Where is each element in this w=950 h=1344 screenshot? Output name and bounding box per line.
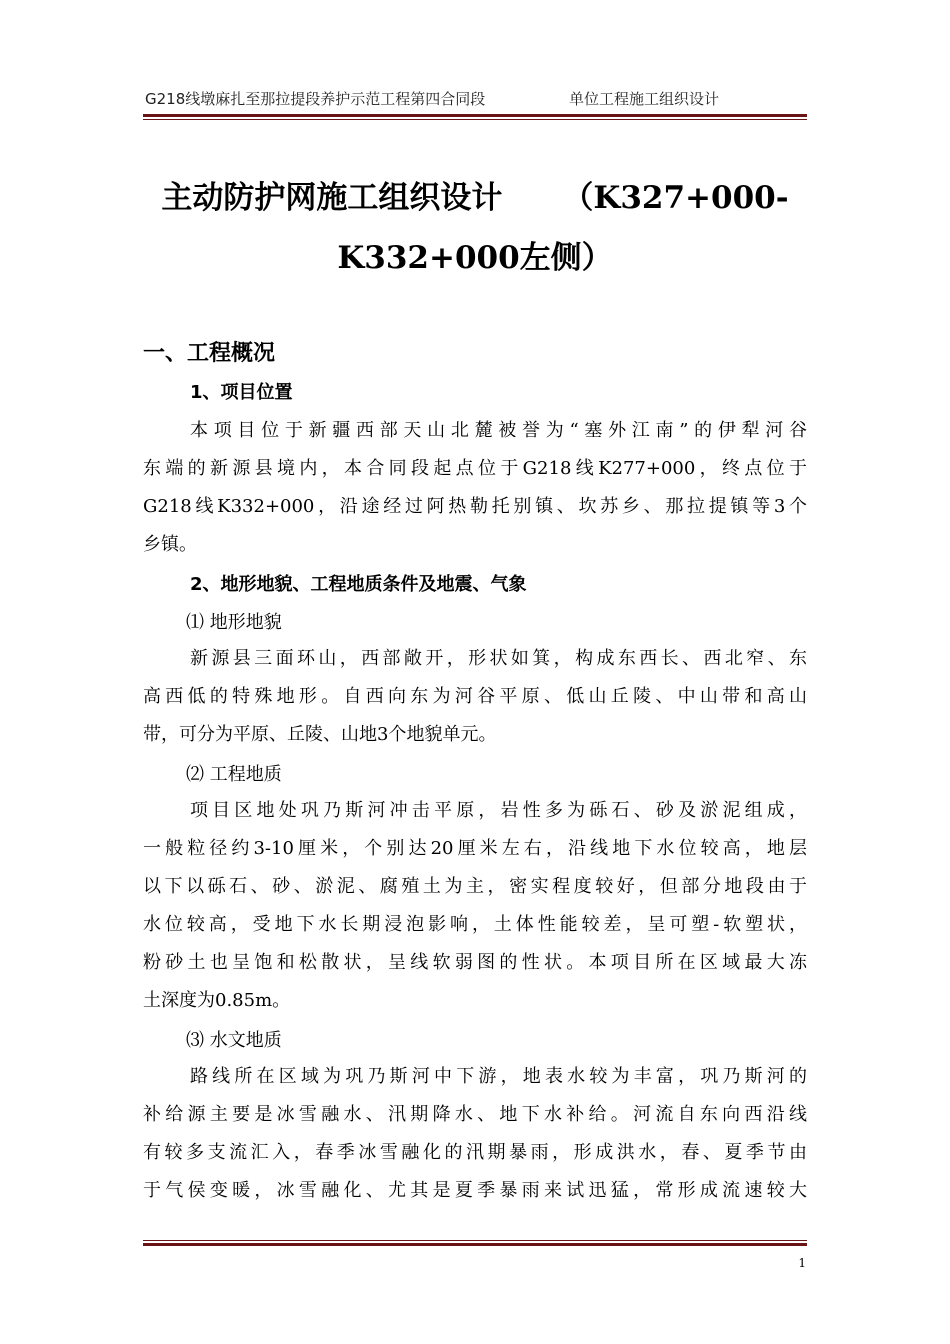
document-title-line-2: K332+000左侧） xyxy=(337,240,613,276)
header-rule-thin xyxy=(143,119,807,120)
page-header xyxy=(145,88,805,112)
paragraph-line: 土深度为0.85m。 xyxy=(143,990,291,1011)
subsection-heading-terrain-geology: 2、地形地貌、工程地质条件及地震、气象 xyxy=(190,574,527,595)
item-heading-engineering-geology: ⑵ 工程地质 xyxy=(186,764,282,785)
title-main: 主动防护网施工组织设计 xyxy=(161,180,503,216)
paragraph-line: G218线K332+000，沿途经过阿热勒托别镇、坎苏乡、那拉提镇等3个 xyxy=(143,496,807,517)
paragraph-line: 带，可分为平原、丘陵、山地3个地貌单元。 xyxy=(143,724,497,745)
paragraph-line: 高西低的特殊地形。自西向东为河谷平原、低山丘陵、中山带和高山 xyxy=(143,686,807,707)
paragraph-line: 本项目位于新疆西部天山北麓被誉为“塞外江南”的伊犁河谷 xyxy=(190,420,807,441)
item-heading-hydrogeology: ⑶ 水文地质 xyxy=(186,1030,282,1051)
item-heading-landform: ⑴ 地形地貌 xyxy=(186,612,282,633)
paragraph-line: 路线所在区域为巩乃斯河中下游，地表水较为丰富，巩乃斯河的 xyxy=(190,1066,807,1087)
paragraph-line: 以下以砾石、砂、淤泥、腐殖土为主，密实程度较好，但部分地段由于 xyxy=(143,876,807,897)
page-number: 1 xyxy=(798,1256,806,1270)
subsection-heading-location: 1、项目位置 xyxy=(190,382,293,403)
paragraph-line: 于气侯变暖，冰雪融化、尤其是夏季暴雨来试迅猛，常形成流速较大 xyxy=(143,1180,807,1201)
title-range: （K327+000- xyxy=(562,180,789,216)
paragraph-line: 新源县三面环山，西部敞开，形状如箕，构成东西长、西北窄、东 xyxy=(190,648,807,669)
footer-rule-thick xyxy=(143,1243,807,1246)
section-heading-overview: 一、工程概况 xyxy=(143,341,276,366)
paragraph-line: 一般粒径约3-10厘米，个别达20厘米左右，沿线地下水位较高，地层 xyxy=(143,838,807,859)
document-title-line-1 xyxy=(0,172,950,217)
paragraph-line: 有较多支流汇入，春季冰雪融化的汛期暴雨，形成洪水，春、夏季节由 xyxy=(143,1142,807,1163)
paragraph-line: 项目区地处巩乃斯河冲击平原，岩性多为砾石、砂及淤泥组成， xyxy=(190,800,807,821)
footer-rule-thin xyxy=(143,1240,807,1241)
header-document-type: 单位工程施工组织设计 xyxy=(569,90,720,108)
header-rule-thick xyxy=(143,114,807,117)
paragraph-line: 水位较高，受地下水长期浸泡影响，土体性能较差，呈可塑-软塑状， xyxy=(143,914,807,935)
paragraph-line: 粉砂土也呈饱和松散状，呈线软弱图的性状。本项目所在区域最大冻 xyxy=(143,952,807,973)
paragraph-line: 补给源主要是冰雪融水、汛期降水、地下水补给。河流自东向西沿线 xyxy=(143,1104,807,1125)
header-project-name: G218线墩麻扎至那拉提段养护示范工程第四合同段 xyxy=(145,90,486,108)
paragraph-line: 乡镇。 xyxy=(143,534,197,555)
paragraph-line: 东端的新源县境内，本合同段起点位于G218线K277+000，终点位于 xyxy=(143,458,807,479)
